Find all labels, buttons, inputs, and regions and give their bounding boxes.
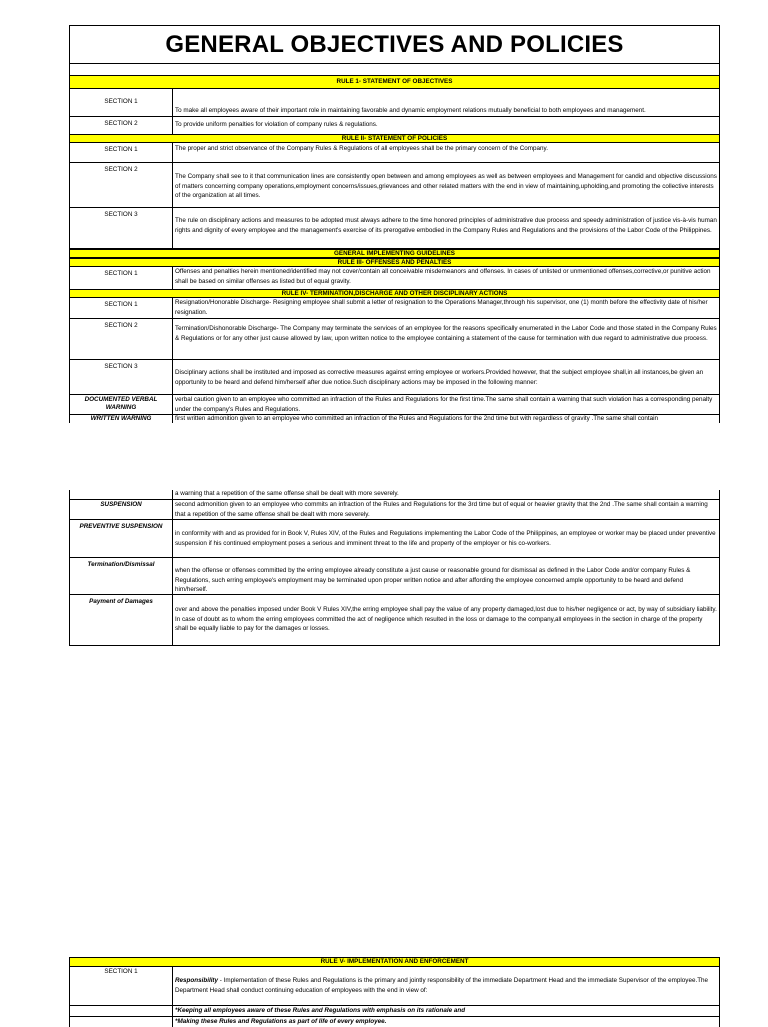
section-text: The rule on disciplinary actions and measures to be adopted must always adhere to the time honored principles of administrative due process and speedy administration of justice vis-à-vis human rights and dignity of every employee and the management's exercise of its prerogative embodied in the Company Rules and Regulations and the provisions of the Labor Code of the Philippines. [175, 217, 717, 234]
rule-1-section-2-row [69, 117, 720, 135]
rule-2-section-1-row [69, 143, 720, 163]
written-warning-continued-row [69, 490, 720, 500]
section-text: To provide uniform penalties for violation of company rules & regulations. [175, 121, 378, 128]
rule-5-bullet-2-row [69, 1017, 720, 1027]
rule-5-header: RULE V- IMPLEMENTATION AND ENFORCEMENT [69, 957, 720, 967]
section-label: Payment of Damages [70, 595, 173, 645]
rule-4-section-3-row [69, 360, 720, 395]
section-label: SECTION 2 [70, 117, 173, 134]
payment-of-damages-row [69, 595, 720, 646]
section-text: *Keeping all employees aware of these Rules and Regulations with emphasis on its rationale and [175, 1007, 466, 1014]
rule-2-header: RULE II- STATEMENT OF POLICIES [69, 134, 720, 143]
page-title: GENERAL OBJECTIVES AND POLICIES [69, 25, 720, 64]
rule-1-section-1-row [69, 89, 720, 117]
section-label: DOCUMENTED VERBAL WARNING [70, 395, 173, 414]
section-text: To make all employees aware of their important role in maintaining favorable and dynamic employment relations mutually beneficial to both employees and management. [175, 107, 646, 114]
written-warning-row [69, 415, 720, 423]
section-text: in conformity with and as provided for in Book V, Rules XIV, of the Rules and Regulations implementing the Labor Code of the Philippines, an employee or worker may be placed under preventive suspension if his continued employment poses a serious and imminent threat to the life and property of the employer or his co-workers. [175, 530, 716, 547]
rule-5-bullet-1-row [69, 1006, 720, 1017]
section-label: SECTION 2 [70, 163, 173, 207]
section-text: *Making these Rules and Regulations as part of life of every employee. [175, 1018, 387, 1025]
section-text: The Company shall see to it that communication lines are consistently open between and among employees as well as between employees and Management for candid and objective discussions of matters concerning company operations,employment concerns/issues,grievances and other related matters with the end in view of maintaining,upholding,and promoting the collective interests of the organization at all times. [175, 173, 717, 199]
section-label: SECTION 2 [70, 319, 173, 359]
section-text: over and above the penalties imposed under Book V Rules XIV,the erring employee shall pay the value of any property damaged,lost due to his/her negligence or act, by way of subsidiary liability. In case of doubt as to whom the erring employees committed the act of negligence which resulted in the loss or damage to the company,all employees in the section in charge of the property shall be equally liable to pay for the damages or losses. [175, 606, 717, 632]
section-label: WRITTEN WARNING [70, 415, 173, 423]
responsibility-text: - Implementation of these Rules and Regulations is the primary and jointly responsibility of the immediate Department Head and the immediate Supervisor of the employee.The Department Head shall conduct continuing education of employees with the end in view of: [175, 977, 709, 994]
rule-5-section-1-row [69, 967, 720, 1006]
section-label: SECTION 1 [70, 298, 173, 318]
rule-4-section-1-row [69, 298, 720, 319]
section-label: Termination/Dismissal [70, 558, 173, 594]
spreadsheet-page [69, 25, 720, 1025]
section-label: SECTION 3 [70, 360, 173, 394]
rule-3-section-1-row [69, 267, 720, 290]
section-label-blank [70, 1017, 173, 1027]
section-label: SECTION 1 [70, 89, 173, 116]
section-text: Disciplinary actions shall be instituted and imposed as corrective measures against erring employee or workers.Provided however, that the subject employee shall,in all instances,be given an opportunity to be heard and defend him/herself after due notice.Such disciplinary actions may be imposed in the following manner: [175, 369, 704, 386]
suspension-row [69, 500, 720, 520]
rule-1-header: RULE 1- STATEMENT OF OBJECTIVES [69, 75, 720, 89]
section-label: SECTION 1 [70, 967, 173, 1005]
section-text: Offenses and penalties herein mentioned/identified may not cover/contain all conceivable misdemeanors and offenses. In cases of unlisted or unmentioned offenses,corrective,or punitive action shall be based on similar offenses as listed but of equal gravity. [175, 268, 711, 285]
section-text: a warning that a repetition of the same offense shall be dealt with more severely. [175, 490, 399, 497]
section-label: SECTION 1 [70, 143, 173, 162]
termination-dismissal-row [69, 558, 720, 595]
rule-4-section-2-row [69, 319, 720, 360]
section-text: second admonition given to an employee who commits an infraction of the Rules and Regulations for the 3rd time but of equal or heavier gravity that the 2nd .The same shall contain a warning that a repetition of the same offense shall be dealt with more severely. [175, 501, 708, 518]
general-implementing-guidelines-header: GENERAL IMPLEMENTING GUIDELINES [69, 249, 720, 258]
section-label: SECTION 3 [70, 208, 173, 248]
preventive-suspension-row [69, 520, 720, 558]
documented-verbal-warning-row [69, 395, 720, 415]
rule-2-section-2-row [69, 163, 720, 208]
section-label-blank [70, 1006, 173, 1016]
rule-4-header: RULE IV- TERMINATION,DISCHARGE AND OTHER DISCIPLINARY ACTIONS [69, 289, 720, 298]
section-text: verbal caution given to an employee who committed an infraction of the Rules and Regulations for the first time.The same shall contain a warning that such violation has a corresponding penalty under the company's Rules and Regulations. [175, 396, 713, 413]
section-text: Termination/Dishonorable Discharge- The Company may terminate the services of an employee for the reasons specifically enumerated in the Labor Code and those stated in the Company Rules & Regulations or for any other just cause allowed by law, upon written notice to the employee containing a statement of the cause for termination with due regard to administrative due process. [175, 325, 717, 342]
responsibility-lead: Responsibility [175, 977, 219, 984]
section-text: Resignation/Honorable Discharge- Resigning employee shall submit a letter of resignation to the Operations Manager,through his supervisor, one (1) month before the effectivity date of his/her resignation. [175, 299, 708, 316]
section-label-blank [70, 490, 173, 499]
section-text: The proper and strict observance of the Company Rules & Regulations of all employees shall be the primary concern of the Company. [175, 145, 548, 152]
section-text: first written admonition given to an employee who committed an infraction of the Rules and Regulations for the 2nd time but with regardless of gravity .The same shall contain [175, 415, 659, 422]
section-text [175, 976, 717, 995]
section-label: SECTION 1 [70, 267, 173, 289]
rule-3-header: RULE III- OFFENSES AND PENALTIES [69, 258, 720, 267]
section-label: PREVENTIVE SUSPENSION [70, 520, 173, 557]
section-label: SUSPENSION [70, 500, 173, 519]
section-text: when the offense or offenses committed by the erring employee already constitute a just cause or reasonable ground for dismissal as defined in the Labor Code and/or company Rules & Regulations, such erring employee's employment may be terminated upon proper written notice and after affording the employee concerned ample opportunity to be heard and defend him/herself. [175, 567, 691, 593]
rule-2-section-3-row [69, 208, 720, 249]
